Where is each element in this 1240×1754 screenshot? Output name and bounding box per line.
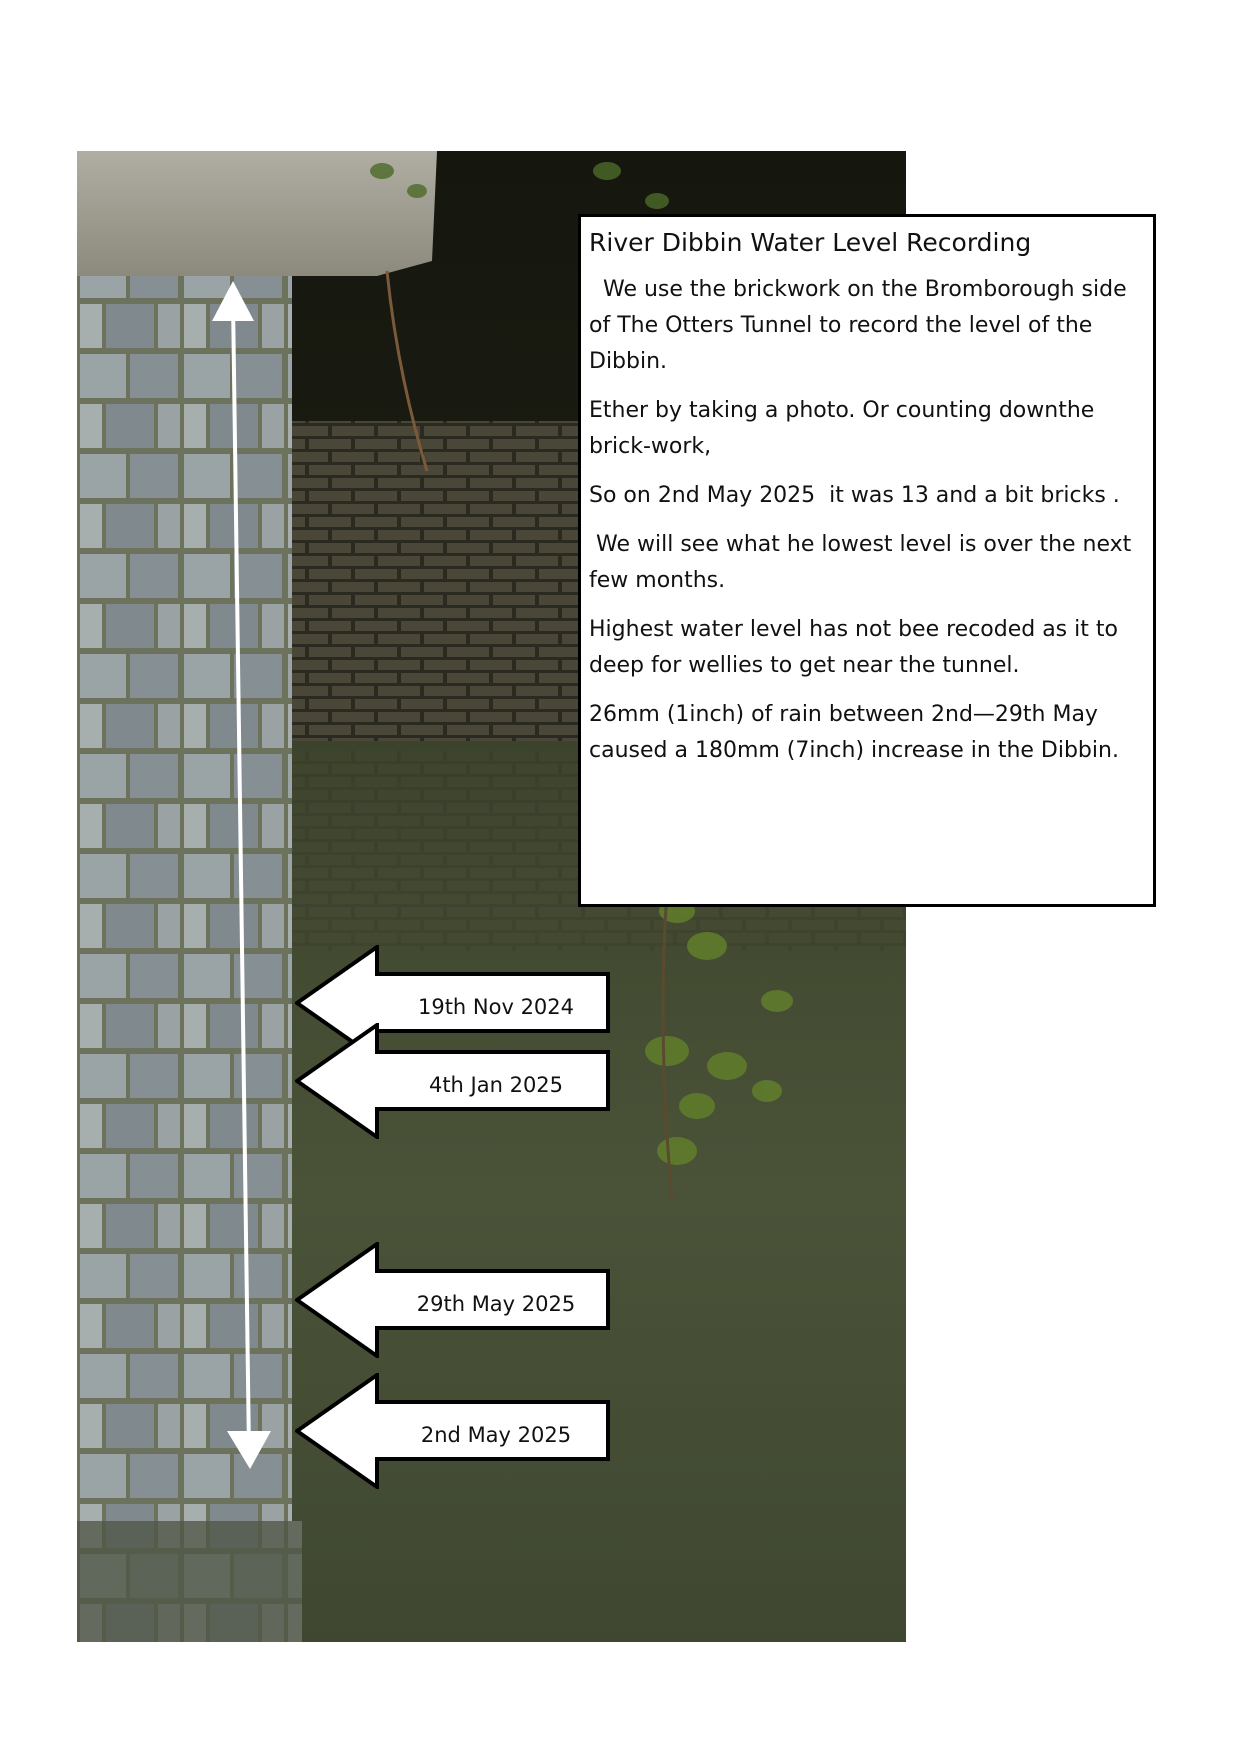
level-marker-label: 2nd May 2025 bbox=[420, 1423, 572, 1447]
panel-paragraph: Ether by taking a photo. Or counting downthe brick-work, bbox=[589, 398, 1095, 459]
panel-title: River Dibbin Water Level Recording bbox=[589, 228, 1032, 257]
panel-paragraph: 26mm (1inch) of rain between 2nd—29th May caused a 180mm (7inch) increase in the Dibbin. bbox=[589, 702, 1119, 763]
panel-paragraph: Highest water level has not bee recoded as it to deep for wellies to get near the tunnel. bbox=[589, 617, 1118, 678]
panel-paragraph: So on 2nd May 2025 it was 13 and a bit bricks . bbox=[589, 483, 1120, 508]
info-panel bbox=[578, 214, 1156, 907]
panel-paragraph: We will see what he lowest level is over the next few months. bbox=[589, 532, 1139, 593]
level-marker-label: 19th Nov 2024 bbox=[417, 995, 575, 1019]
level-marker-label: 4th Jan 2025 bbox=[428, 1073, 564, 1097]
panel-paragraph: We use the brickwork on the Bromborough side of The Otters Tunnel to record the level of the Dibbin. bbox=[589, 277, 1134, 374]
level-marker-arrow bbox=[295, 1023, 611, 1139]
level-marker-label: 29th May 2025 bbox=[416, 1292, 576, 1316]
level-marker-arrow bbox=[295, 1373, 611, 1489]
level-marker-arrow bbox=[295, 1242, 611, 1358]
